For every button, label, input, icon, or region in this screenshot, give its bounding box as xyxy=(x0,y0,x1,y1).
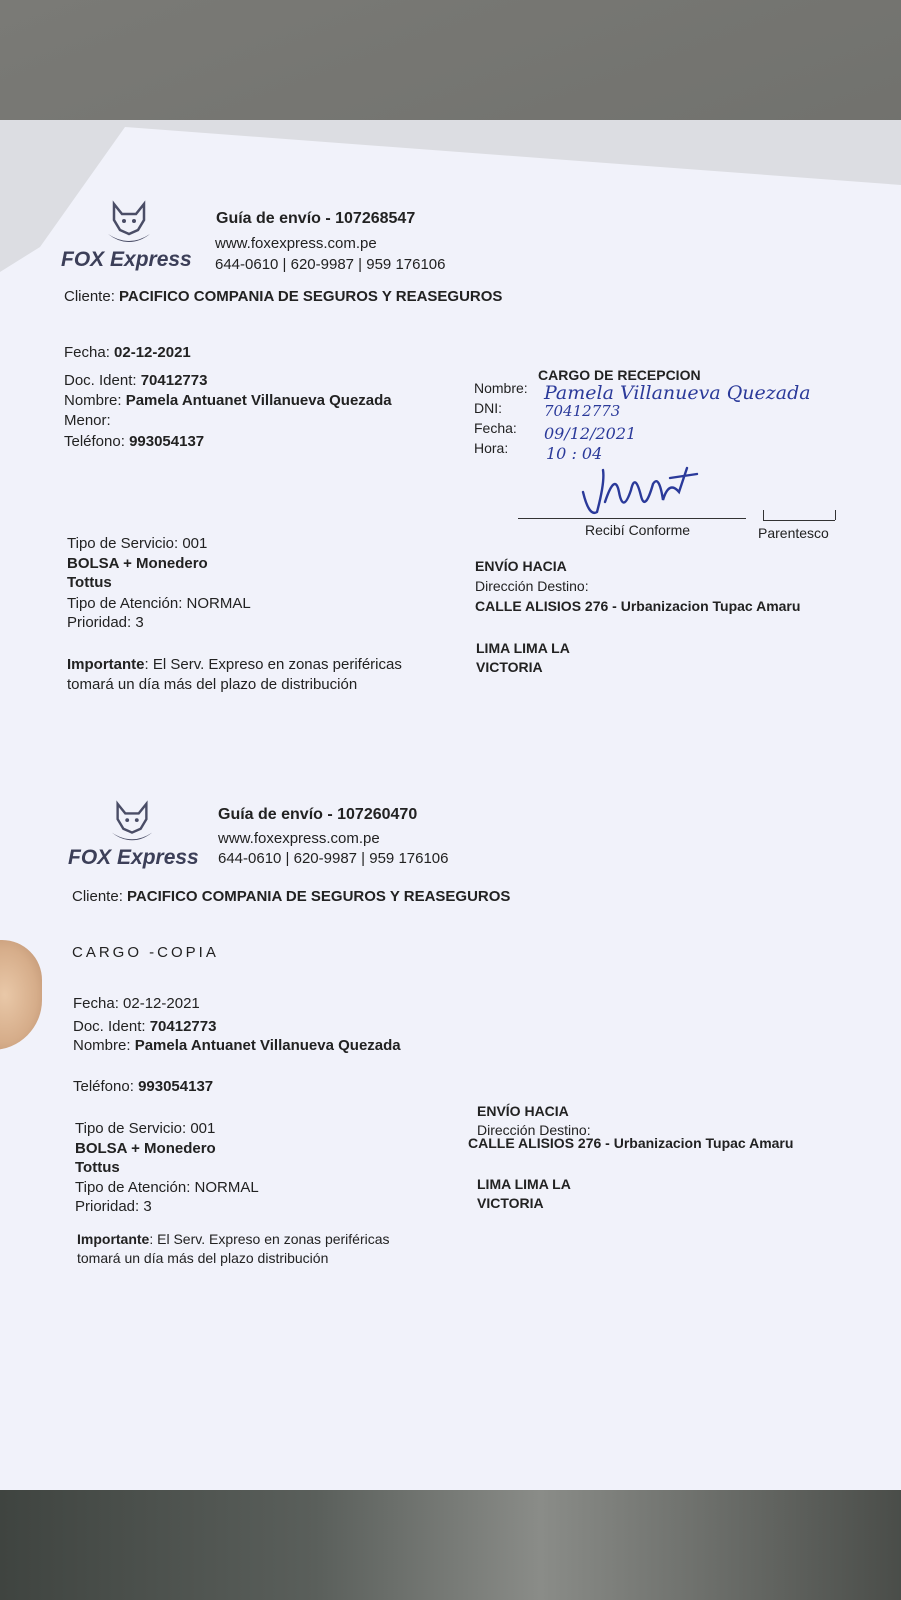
signature-line xyxy=(518,518,746,519)
importante-2: tomará un día más del plazo distribución xyxy=(77,1250,329,1266)
direccion-value: CALLE ALISIOS 276 - Urbanizacion Tupac Amaru xyxy=(475,598,801,614)
producto-2: Tottus xyxy=(67,574,112,591)
servicio: Tipo de Servicio: 001 xyxy=(75,1120,216,1137)
fox-logo-icon xyxy=(104,200,154,248)
parentesco-tick-left xyxy=(763,510,764,520)
fecha-row xyxy=(64,344,191,361)
handwritten-dni: 70412773 xyxy=(544,402,621,420)
cliente-row xyxy=(72,888,510,905)
producto-1: BOLSA + Monedero xyxy=(75,1140,216,1157)
signature xyxy=(575,462,700,522)
fox-logo-icon xyxy=(108,800,156,846)
background-ground xyxy=(0,1490,901,1600)
doc-row xyxy=(73,1018,216,1035)
ciudad-1: LIMA LIMA LA xyxy=(477,1176,571,1192)
logo-text: FOX Express xyxy=(61,248,192,271)
website: www.foxexpress.com.pe xyxy=(218,830,380,847)
nombre-label: Nombre: xyxy=(64,392,122,409)
handwritten-hora: 10 : 04 xyxy=(546,444,603,463)
telefono-row xyxy=(64,433,204,450)
ciudad-1: LIMA LIMA LA xyxy=(476,640,570,656)
prioridad: Prioridad: 3 xyxy=(67,614,144,631)
importante-1 xyxy=(67,656,402,673)
nombre-label: Nombre: xyxy=(73,1037,131,1054)
cargo-nombre-label: Nombre: xyxy=(474,380,528,396)
cliente-value: PACIFICO COMPANIA DE SEGUROS Y REASEGUROS xyxy=(127,888,511,905)
parentesco-line xyxy=(763,520,835,521)
ciudad-2: VICTORIA xyxy=(476,659,543,675)
parentesco-tick-right xyxy=(835,510,836,520)
atencion: Tipo de Atención: NORMAL xyxy=(67,595,251,612)
direccion-value: CALLE ALISIOS 276 - Urbanizacion Tupac Amaru xyxy=(468,1135,794,1151)
cliente-row xyxy=(64,288,502,305)
importante-label: Importante xyxy=(77,1231,150,1247)
direccion-label: Dirección Destino: xyxy=(475,578,589,594)
doc-value: 70412773 xyxy=(140,372,208,389)
cargo-title: CARGO DE RECEPCION xyxy=(538,367,701,383)
nombre-row xyxy=(64,392,392,409)
copia-label: CARGO -COPIA xyxy=(72,944,219,961)
menor-label: Menor: xyxy=(64,412,111,429)
importante-1 xyxy=(77,1231,390,1247)
importante-2: tomará un día más del plazo de distribución xyxy=(67,676,358,693)
importante-text: : El Serv. Expreso en zonas periféricas xyxy=(144,656,402,673)
cargo-fecha-label: Fecha: xyxy=(474,420,517,436)
cliente-label: Cliente: xyxy=(72,888,123,905)
atencion: Tipo de Atención: NORMAL xyxy=(75,1179,259,1196)
producto-2: Tottus xyxy=(75,1159,120,1176)
cliente-value: PACIFICO COMPANIA DE SEGUROS Y REASEGUROS xyxy=(119,288,503,305)
telefono-label: Teléfono: xyxy=(64,433,125,450)
logo-text: FOX Express xyxy=(68,846,199,869)
importante-text: : El Serv. Expreso en zonas periféricas xyxy=(149,1231,390,1247)
cargo-hora-label: Hora: xyxy=(474,440,509,456)
producto-1: BOLSA + Monedero xyxy=(67,555,208,572)
direccion-label: Dirección Destino: xyxy=(477,1122,591,1138)
doc-label: Doc. Ident: xyxy=(64,372,137,389)
fecha: Fecha: 02-12-2021 xyxy=(73,995,200,1012)
website: www.foxexpress.com.pe xyxy=(215,235,377,252)
fecha-value: 02-12-2021 xyxy=(114,344,191,361)
doc-row xyxy=(64,372,207,389)
prioridad: Prioridad: 3 xyxy=(75,1198,152,1215)
handwritten-nombre: Pamela Villanueva Quezada xyxy=(544,382,811,404)
cargo-dni-label: DNI: xyxy=(474,400,502,416)
recibi-conforme: Recibí Conforme xyxy=(585,522,691,538)
cliente-label: Cliente: xyxy=(64,288,115,305)
telefono-row xyxy=(73,1078,213,1095)
servicio: Tipo de Servicio: 001 xyxy=(67,535,208,552)
doc-label: Doc. Ident: xyxy=(73,1018,146,1035)
guide-title: Guía de envío - 107268547 xyxy=(216,210,416,227)
phones: 644-0610 | 620-9987 | 959 176106 xyxy=(215,256,446,273)
nombre-value: Pamela Antuanet Villanueva Quezada xyxy=(125,392,392,409)
envio-hacia: ENVÍO HACIA xyxy=(475,558,567,574)
telefono-label: Teléfono: xyxy=(73,1078,134,1095)
importante-label: Importante xyxy=(67,656,145,673)
nombre-row xyxy=(73,1037,401,1054)
guide-title: Guía de envío - 107260470 xyxy=(218,806,418,823)
nombre-value: Pamela Antuanet Villanueva Quezada xyxy=(134,1037,401,1054)
doc-value: 70412773 xyxy=(149,1018,217,1035)
handwritten-fecha: 09/12/2021 xyxy=(544,424,637,443)
phones: 644-0610 | 620-9987 | 959 176106 xyxy=(218,850,449,867)
fecha-label: Fecha: xyxy=(64,344,110,361)
parentesco: Parentesco xyxy=(758,525,829,541)
envio-hacia: ENVÍO HACIA xyxy=(477,1103,569,1119)
telefono-value: 993054137 xyxy=(138,1078,214,1095)
ciudad-2: VICTORIA xyxy=(477,1195,544,1211)
telefono-value: 993054137 xyxy=(129,433,205,450)
